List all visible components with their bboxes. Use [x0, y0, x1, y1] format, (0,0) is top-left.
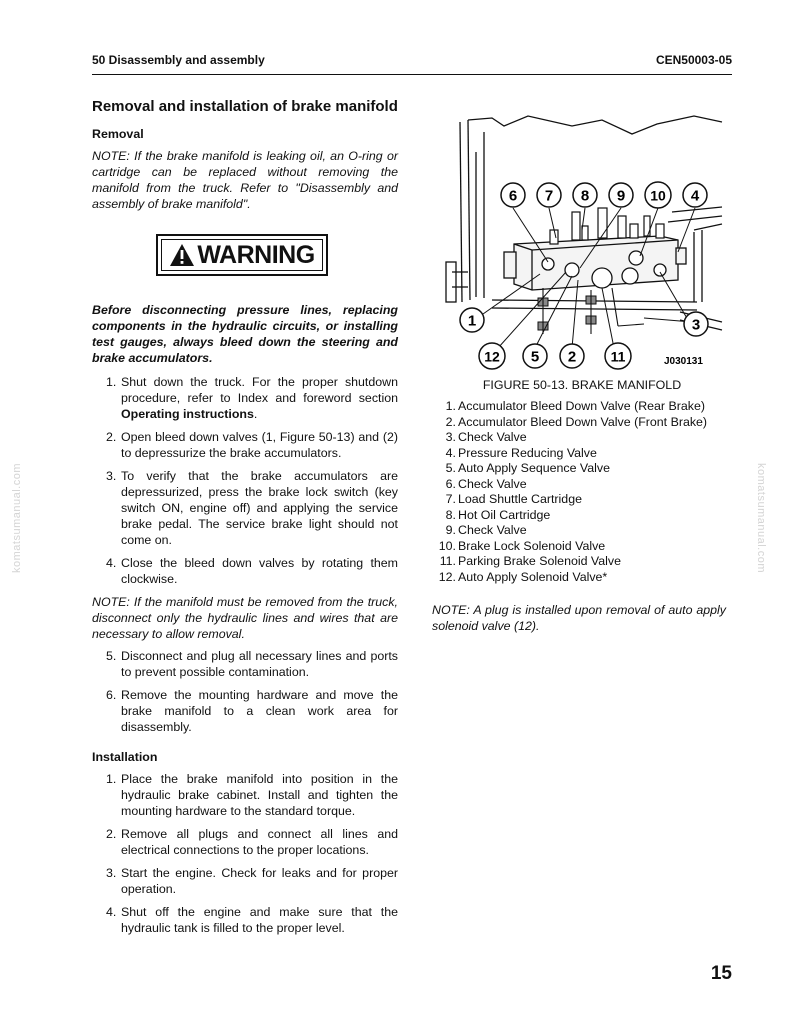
list-item: 7. Load Shuttle Cartridge — [445, 492, 582, 506]
list-item: 5. Disconnect and plug all necessary lines and ports to prevent possible contamination. — [106, 649, 398, 679]
installation-heading: Installation — [92, 750, 158, 764]
list-item: 1. Place the brake manifold into position in the hydraulic brake cabinet. Install and tighten the mounting hardware to the standard torque. — [106, 772, 398, 818]
removal-heading: Removal — [92, 127, 144, 141]
list-item: 8. Hot Oil Cartridge — [445, 507, 551, 522]
list-item: 11. Parking Brake Solenoid Valve — [439, 554, 622, 568]
svg-text:10: 10 — [650, 187, 666, 204]
svg-text:2: 2 — [567, 348, 577, 366]
callout-9 — [609, 183, 633, 207]
figure-code: J030131 — [664, 356, 703, 367]
svg-text:1: 1 — [467, 312, 477, 330]
list-item: 10. Brake Lock Solenoid Valve — [438, 538, 606, 553]
list-item: 3. To verify that the brake accumulators are depressurized, press the brake lock switch (key switch ON, engine off) and applying the service brake pedal. The service brake light should not come on. — [106, 469, 398, 547]
section-title: 50 Disassembly and assembly — [92, 53, 265, 67]
removal-steps-2 — [92, 648, 398, 735]
removal-note-2: NOTE: If the manifold must be removed from the truck, disconnect only the hydraulic lines and wires that are necessary to allow removal. — [92, 595, 398, 641]
list-item: 2. Open bleed down valves (1, Figure 50-13) and (2) to depressurize the brake accumulators. — [106, 430, 398, 460]
callout-11 — [605, 343, 631, 369]
list-item: 2. Remove all plugs and connect all lines and electrical connections to the proper locations. — [106, 827, 398, 857]
figure-caption: FIGURE 50-13. BRAKE MANIFOLD — [482, 378, 682, 392]
callout-6 — [501, 183, 525, 207]
list-item: 3. Check Valve — [445, 430, 527, 444]
list-item: 6. Remove the mounting hardware and move the brake manifold to a clean work area for disassembly. — [106, 688, 398, 734]
list-item: 2. Accumulator Bleed Down Valve (Front Brake) — [445, 414, 708, 429]
callout-10 — [645, 182, 671, 208]
watermark-right: komatsumanual.com — [755, 463, 767, 573]
parts-list — [432, 399, 732, 585]
svg-text:12: 12 — [484, 348, 500, 365]
svg-text:5: 5 — [530, 348, 540, 366]
list-item: 4. Close the bleed down valves by rotating them clockwise. — [106, 556, 398, 586]
list-item: 1. Shut down the truck. For the proper shutdown procedure, refer to Index and foreword section Operating instructions. — [106, 375, 398, 421]
warning-area — [92, 234, 398, 292]
removal-steps — [92, 374, 398, 587]
callout-8 — [573, 183, 597, 207]
list-item: 1. Accumulator Bleed Down Valve (Rear Brake) — [445, 399, 705, 413]
svg-text:8: 8 — [580, 187, 590, 205]
figure-note: NOTE: A plug is installed upon removal of auto apply solenoid valve (12). — [432, 603, 726, 633]
watermark-left: komatsumanual.com — [11, 463, 23, 573]
warning-triangle-icon — [169, 243, 195, 267]
list-item: 9. Check Valve — [445, 523, 527, 537]
list-item: 5. Auto Apply Sequence Valve — [445, 461, 611, 475]
svg-text:3: 3 — [691, 316, 701, 334]
svg-text:9: 9 — [616, 187, 626, 205]
callout-2 — [560, 344, 584, 368]
list-item: 4. Shut off the engine and make sure that the hydraulic tank is filled to the proper level. — [106, 905, 398, 935]
page-number: 15 — [710, 963, 732, 984]
svg-text:11: 11 — [610, 348, 626, 365]
callout-1 — [460, 308, 484, 332]
callout-5 — [523, 344, 547, 368]
svg-text:4: 4 — [690, 187, 700, 205]
callout-12 — [479, 343, 505, 369]
document-code: CEN50003-05 — [655, 53, 732, 67]
removal-note: NOTE: If the brake manifold is leaking oil, an O-ring or cartridge can be replaced without removing the manifold from the truck. Refer to "Disassembly and assembly of brake manifold". — [92, 149, 398, 211]
callout-4 — [683, 183, 707, 207]
left-column — [92, 98, 398, 943]
warning-box — [156, 234, 328, 276]
brake-manifold-figure — [432, 112, 732, 374]
svg-text:7: 7 — [544, 187, 554, 205]
svg-text:6: 6 — [508, 187, 518, 205]
warning-text: Before disconnecting pressure lines, replacing components in the hydraulic circuits, or installing test gauges, always bleed down the steering and brake accumulators. — [92, 303, 398, 365]
callout-3 — [684, 312, 708, 336]
warning-label: WARNING — [197, 241, 315, 269]
page-header — [92, 52, 732, 75]
list-item: 6. Check Valve — [445, 476, 527, 491]
brake-manifold-illustration — [432, 112, 732, 374]
page-title: Removal and installation of brake manifold — [92, 98, 398, 115]
callout-7 — [537, 183, 561, 207]
list-item: 3. Start the engine. Check for leaks and for proper operation. — [106, 866, 398, 896]
list-item: 12. Auto Apply Solenoid Valve* — [438, 569, 608, 584]
installation-steps — [92, 771, 398, 936]
list-item: 4. Pressure Reducing Valve — [445, 445, 597, 460]
